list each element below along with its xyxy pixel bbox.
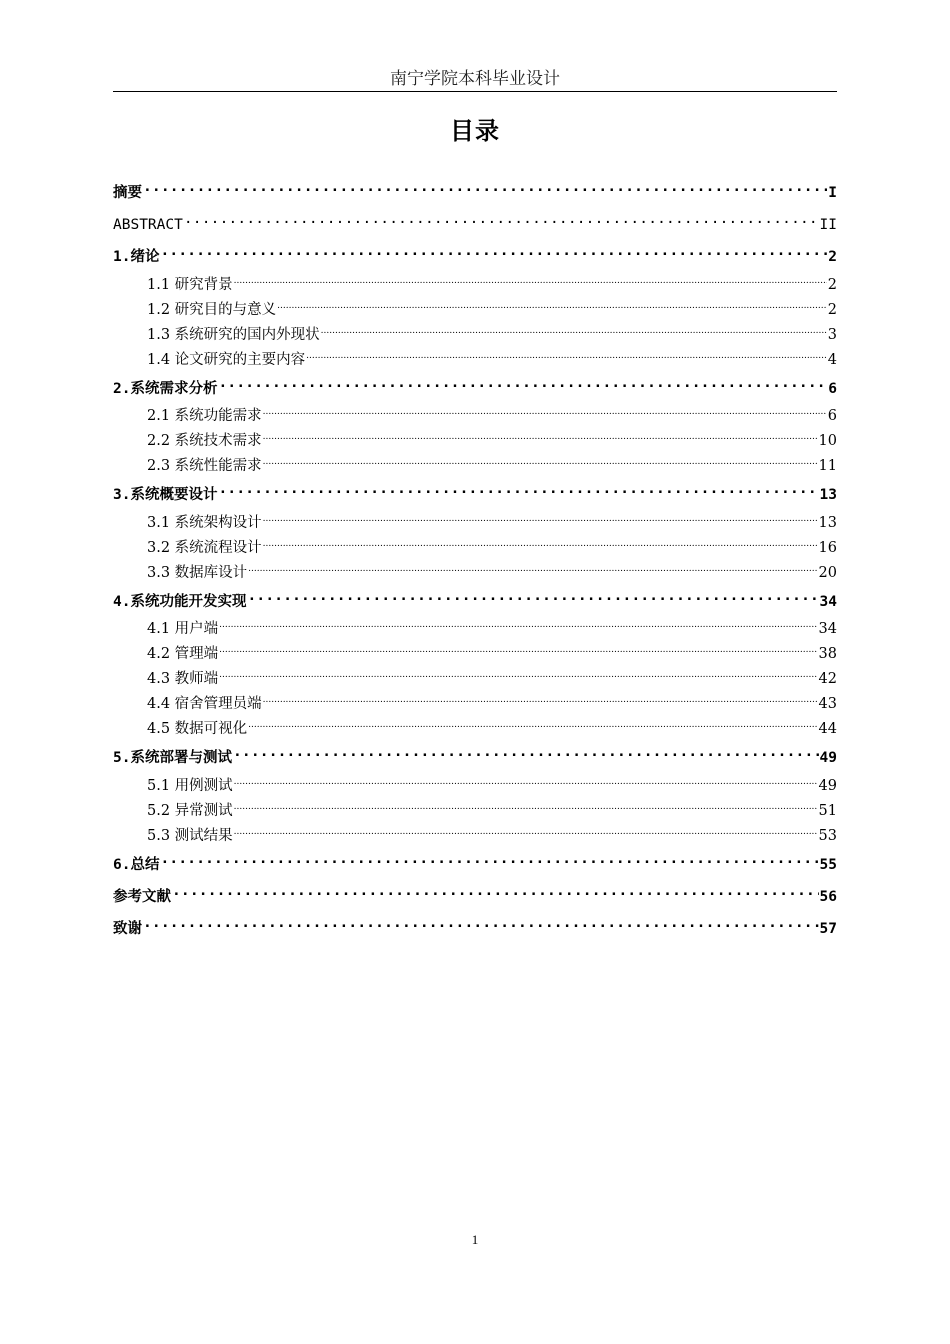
toc-entry-section-5-1[interactable] bbox=[147, 770, 837, 794]
toc-entry-page: 34 bbox=[818, 621, 837, 637]
toc-leader bbox=[219, 613, 817, 633]
toc-leader bbox=[234, 269, 827, 289]
toc-entry-label: 1.4 论文研究的主要内容 bbox=[147, 352, 306, 368]
toc-entry-label: 4.2 管理端 bbox=[147, 646, 219, 662]
toc-entry-page: 11 bbox=[818, 458, 837, 474]
toc-entry-label: 致谢 bbox=[113, 921, 142, 937]
toc-leader bbox=[143, 177, 827, 197]
toc-leader bbox=[247, 586, 818, 606]
toc-entry-page: 6 bbox=[827, 408, 837, 424]
toc-entry-section-3-3[interactable] bbox=[147, 557, 837, 581]
toc-entry-references[interactable] bbox=[113, 881, 837, 905]
toc-entry-page: 57 bbox=[819, 921, 837, 937]
toc-entry-page: 13 bbox=[818, 515, 837, 531]
toc-leader bbox=[184, 209, 819, 229]
toc-leader bbox=[234, 820, 818, 840]
toc-entry-label: 参考文献 bbox=[113, 889, 171, 905]
toc-entry-label: 4.1 用户端 bbox=[147, 621, 219, 637]
toc-entry-section-2-1[interactable] bbox=[147, 400, 837, 424]
toc-leader bbox=[263, 532, 818, 552]
toc-entry-label: 5.系统部署与测试 bbox=[113, 750, 232, 766]
toc-entry-page: 49 bbox=[819, 750, 837, 766]
toc-entry-abstract-cn[interactable] bbox=[113, 177, 837, 201]
toc-entry-section-5-2[interactable] bbox=[147, 795, 837, 819]
toc-entry-label: ABSTRACT bbox=[113, 217, 183, 233]
toc-entry-label: 3.2 系统流程设计 bbox=[147, 540, 262, 556]
toc-leader bbox=[172, 881, 819, 901]
toc-leader bbox=[263, 688, 818, 708]
toc-entry-chapter-2[interactable] bbox=[113, 373, 837, 397]
header-rule bbox=[113, 91, 837, 92]
toc-entry-label: 4.3 教师端 bbox=[147, 671, 219, 687]
toc-entry-page: II bbox=[819, 217, 837, 233]
toc-entry-page: 3 bbox=[827, 327, 837, 343]
toc-entry-page: 10 bbox=[818, 433, 837, 449]
toc-leader bbox=[160, 241, 827, 261]
toc-entry-page: 2 bbox=[827, 277, 837, 293]
toc-leader bbox=[248, 557, 817, 577]
toc-entry-page: 55 bbox=[819, 857, 837, 873]
toc-entry-page: 49 bbox=[818, 778, 837, 794]
toc-entry-label: 4.4 宿舍管理员端 bbox=[147, 696, 262, 712]
toc-entry-section-4-1[interactable] bbox=[147, 613, 837, 637]
toc-entry-page: 4 bbox=[827, 352, 837, 368]
toc-entry-label: 2.2 系统技术需求 bbox=[147, 433, 262, 449]
toc-entry-page: 2 bbox=[827, 302, 837, 318]
toc-entry-acknowledgements[interactable] bbox=[113, 913, 837, 937]
page-number: 1 bbox=[471, 1232, 479, 1247]
toc-leader bbox=[277, 294, 827, 314]
toc-entry-label: 3.3 数据库设计 bbox=[147, 565, 248, 581]
toc-entry-page: 20 bbox=[818, 565, 837, 581]
toc-entry-section-5-3[interactable] bbox=[147, 820, 837, 844]
toc-entry-page: 6 bbox=[828, 381, 837, 397]
toc-leader bbox=[263, 507, 818, 527]
toc-entry-label: 3.系统概要设计 bbox=[113, 487, 218, 503]
toc-entry-chapter-5[interactable] bbox=[113, 742, 837, 766]
toc-entry-label: 5.1 用例测试 bbox=[147, 778, 233, 794]
toc-entry-page: 44 bbox=[818, 721, 837, 737]
toc-entry-label: 4.5 数据可视化 bbox=[147, 721, 248, 737]
toc-entry-label: 1.3 系统研究的国内外现状 bbox=[147, 327, 320, 343]
toc-entry-chapter-3[interactable] bbox=[113, 479, 837, 503]
toc-entry-section-1-2[interactable] bbox=[147, 294, 837, 318]
toc-title: 目录 bbox=[450, 117, 500, 145]
toc-entry-abstract-en[interactable] bbox=[113, 209, 837, 233]
toc-leader bbox=[160, 849, 818, 869]
toc-entry-label: 3.1 系统架构设计 bbox=[147, 515, 262, 531]
toc-entry-page: I bbox=[828, 185, 837, 201]
toc-leader bbox=[219, 663, 817, 683]
toc-entry-section-3-2[interactable] bbox=[147, 532, 837, 556]
toc-entry-chapter-4[interactable] bbox=[113, 586, 837, 610]
toc-entry-chapter-6[interactable] bbox=[113, 849, 837, 873]
toc-entry-chapter-1[interactable] bbox=[113, 241, 837, 265]
toc-leader bbox=[321, 319, 827, 339]
toc-entry-page: 16 bbox=[818, 540, 837, 556]
toc-entry-page: 2 bbox=[828, 249, 837, 265]
toc-entry-label: 摘要 bbox=[113, 185, 142, 201]
toc-entry-page: 13 bbox=[819, 487, 837, 503]
toc-entry-label: 5.3 测试结果 bbox=[147, 828, 233, 844]
toc-leader bbox=[218, 479, 818, 499]
running-header: 南宁学院本科毕业设计 bbox=[390, 69, 560, 89]
toc-entry-section-3-1[interactable] bbox=[147, 507, 837, 531]
toc-leader bbox=[143, 913, 819, 933]
toc-entry-page: 51 bbox=[818, 803, 837, 819]
toc-entry-page: 53 bbox=[818, 828, 837, 844]
toc-leader bbox=[248, 713, 817, 733]
toc-leader bbox=[306, 344, 827, 364]
toc-entry-label: 1.绪论 bbox=[113, 249, 160, 265]
toc-leader bbox=[218, 373, 827, 393]
toc-entry-label: 2.1 系统功能需求 bbox=[147, 408, 262, 424]
toc-entry-section-4-3[interactable] bbox=[147, 663, 837, 687]
toc-entry-page: 42 bbox=[818, 671, 837, 687]
toc-entry-page: 38 bbox=[818, 646, 837, 662]
toc-leader bbox=[219, 638, 817, 658]
toc-leader bbox=[263, 450, 818, 470]
toc-entry-section-1-3[interactable] bbox=[147, 319, 837, 343]
toc-entry-label: 1.1 研究背景 bbox=[147, 277, 233, 293]
toc-entry-label: 2.系统需求分析 bbox=[113, 381, 218, 397]
toc-entry-section-2-2[interactable] bbox=[147, 425, 837, 449]
toc-entry-section-4-2[interactable] bbox=[147, 638, 837, 662]
toc-entry-section-2-3[interactable] bbox=[147, 450, 837, 474]
toc-entry-page: 34 bbox=[819, 594, 837, 610]
toc-leader bbox=[233, 742, 819, 762]
toc-entry-section-4-4[interactable] bbox=[147, 688, 837, 712]
toc-leader bbox=[234, 795, 818, 815]
toc-leader bbox=[263, 425, 818, 445]
toc-entry-label: 2.3 系统性能需求 bbox=[147, 458, 262, 474]
toc-leader bbox=[263, 400, 827, 420]
toc-leader bbox=[234, 770, 818, 790]
toc-entry-label: 1.2 研究目的与意义 bbox=[147, 302, 277, 318]
toc-entry-label: 4.系统功能开发实现 bbox=[113, 594, 247, 610]
toc-entry-label: 5.2 异常测试 bbox=[147, 803, 233, 819]
toc-entry-page: 43 bbox=[818, 696, 837, 712]
toc-entry-section-4-5[interactable] bbox=[147, 713, 837, 737]
toc-entry-page: 56 bbox=[819, 889, 837, 905]
toc-entry-section-1-1[interactable] bbox=[147, 269, 837, 293]
toc-entry-section-1-4[interactable] bbox=[147, 344, 837, 368]
toc-entry-label: 6.总结 bbox=[113, 857, 160, 873]
